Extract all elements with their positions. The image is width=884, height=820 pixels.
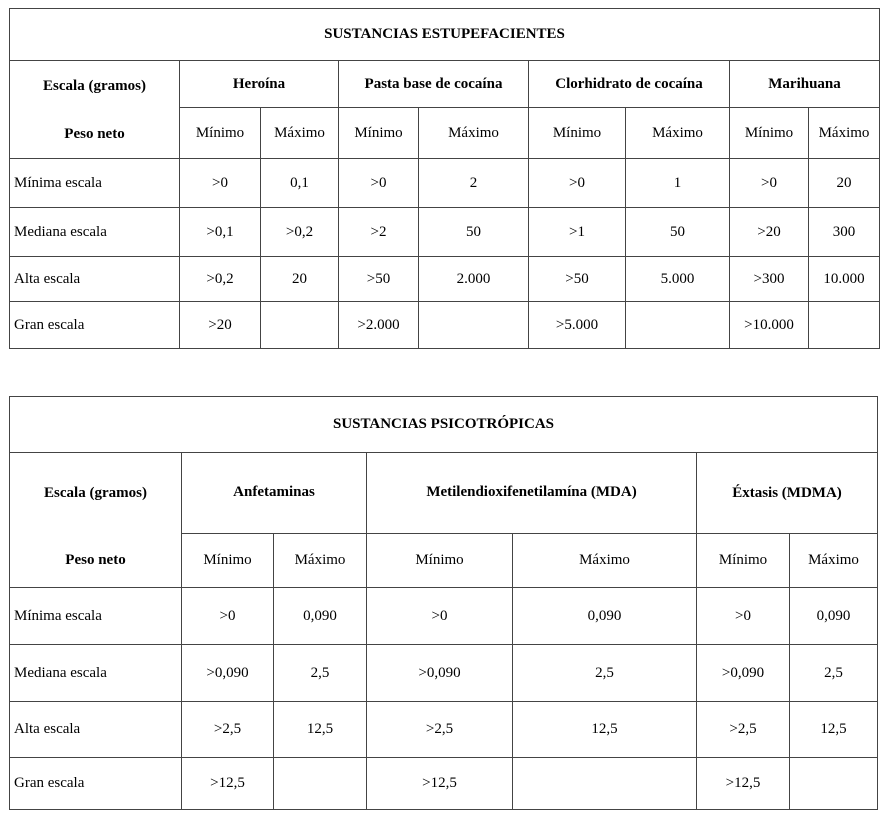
cell: 300 — [809, 208, 880, 257]
cell: >0 — [697, 588, 790, 645]
psicotropicas-title: SUSTANCIAS PSICOTRÓPICAS — [10, 397, 878, 453]
max-header: Máximo — [261, 108, 339, 159]
cell: >0 — [182, 588, 274, 645]
min-header: Mínimo — [730, 108, 809, 159]
substance-header: Éxtasis (MDMA) — [697, 453, 878, 534]
cell: >20 — [730, 208, 809, 257]
cell: >12,5 — [367, 758, 513, 810]
cell: >12,5 — [182, 758, 274, 810]
cell: >0,090 — [367, 645, 513, 702]
cell: 2,5 — [274, 645, 367, 702]
cell: >5.000 — [529, 302, 626, 349]
cell: >2,5 — [697, 702, 790, 758]
table-row — [10, 159, 880, 208]
cell — [809, 302, 880, 349]
cell: >20 — [180, 302, 261, 349]
cell: >2.000 — [339, 302, 419, 349]
estupefacientes-title: SUSTANCIAS ESTUPEFACIENTES — [10, 9, 880, 61]
substance-header: Pasta base de cocaína — [339, 61, 529, 108]
substance-header: Metilendioxifenetilamína (MDA) — [367, 453, 697, 534]
estupefacientes-table — [9, 8, 880, 349]
cell: >0 — [730, 159, 809, 208]
table-row — [10, 588, 878, 645]
cell: >2 — [339, 208, 419, 257]
row-label: Alta escala — [10, 257, 180, 302]
cell: 12,5 — [513, 702, 697, 758]
cell: >2,5 — [182, 702, 274, 758]
cell — [261, 302, 339, 349]
row-label: Mediana escala — [10, 208, 180, 257]
weight-label: Peso neto — [65, 552, 126, 568]
scale-header — [10, 61, 180, 159]
cell: 5.000 — [626, 257, 730, 302]
cell: 12,5 — [790, 702, 878, 758]
row-label: Gran escala — [10, 302, 180, 349]
max-header: Máximo — [419, 108, 529, 159]
cell — [513, 758, 697, 810]
cell: 0,1 — [261, 159, 339, 208]
cell: >0,1 — [180, 208, 261, 257]
table-row — [10, 257, 880, 302]
cell: >10.000 — [730, 302, 809, 349]
cell: >2,5 — [367, 702, 513, 758]
cell: >0,090 — [182, 645, 274, 702]
table-row — [10, 702, 878, 758]
cell: 50 — [626, 208, 730, 257]
cell: 0,090 — [790, 588, 878, 645]
substance-header: Heroína — [180, 61, 339, 108]
cell: 12,5 — [274, 702, 367, 758]
row-label: Gran escala — [10, 758, 182, 810]
scale-header — [10, 453, 182, 588]
cell: 2.000 — [419, 257, 529, 302]
min-header: Mínimo — [529, 108, 626, 159]
substance-header: Anfetaminas — [182, 453, 367, 534]
max-header: Máximo — [513, 533, 697, 587]
min-header: Mínimo — [367, 533, 513, 587]
row-label: Alta escala — [10, 702, 182, 758]
max-header: Máximo — [790, 533, 878, 587]
cell: >0,2 — [180, 257, 261, 302]
min-header: Mínimo — [182, 533, 274, 587]
table-row — [10, 208, 880, 257]
row-label: Mínima escala — [10, 588, 182, 645]
cell: >0 — [180, 159, 261, 208]
cell: >12,5 — [697, 758, 790, 810]
cell: >0 — [367, 588, 513, 645]
substance-header: Clorhidrato de cocaína — [529, 61, 730, 108]
cell: 20 — [809, 159, 880, 208]
cell: 0,090 — [513, 588, 697, 645]
max-header: Máximo — [274, 533, 367, 587]
max-header: Máximo — [809, 108, 880, 159]
psicotropicas-table — [9, 396, 878, 810]
cell: 50 — [419, 208, 529, 257]
table-row — [10, 645, 878, 702]
cell: >0,090 — [697, 645, 790, 702]
cell: 1 — [626, 159, 730, 208]
cell — [626, 302, 730, 349]
table-row — [10, 758, 878, 810]
cell: 2,5 — [790, 645, 878, 702]
cell: 2 — [419, 159, 529, 208]
cell — [419, 302, 529, 349]
cell: >0 — [529, 159, 626, 208]
min-header: Mínimo — [697, 533, 790, 587]
scale-label: Escala (gramos) — [43, 77, 146, 94]
max-header: Máximo — [626, 108, 730, 159]
min-header: Mínimo — [339, 108, 419, 159]
cell: 0,090 — [274, 588, 367, 645]
cell — [790, 758, 878, 810]
table-row — [10, 302, 880, 349]
cell: >300 — [730, 257, 809, 302]
cell: >50 — [529, 257, 626, 302]
cell: >0 — [339, 159, 419, 208]
cell: 20 — [261, 257, 339, 302]
row-label: Mínima escala — [10, 159, 180, 208]
row-label: Mediana escala — [10, 645, 182, 702]
cell: 2,5 — [513, 645, 697, 702]
weight-label: Peso neto — [64, 125, 125, 142]
substance-header: Marihuana — [730, 61, 880, 108]
min-header: Mínimo — [180, 108, 261, 159]
cell: >0,2 — [261, 208, 339, 257]
cell — [274, 758, 367, 810]
cell: 10.000 — [809, 257, 880, 302]
cell: >50 — [339, 257, 419, 302]
scale-label: Escala (gramos) — [44, 485, 147, 501]
cell: >1 — [529, 208, 626, 257]
